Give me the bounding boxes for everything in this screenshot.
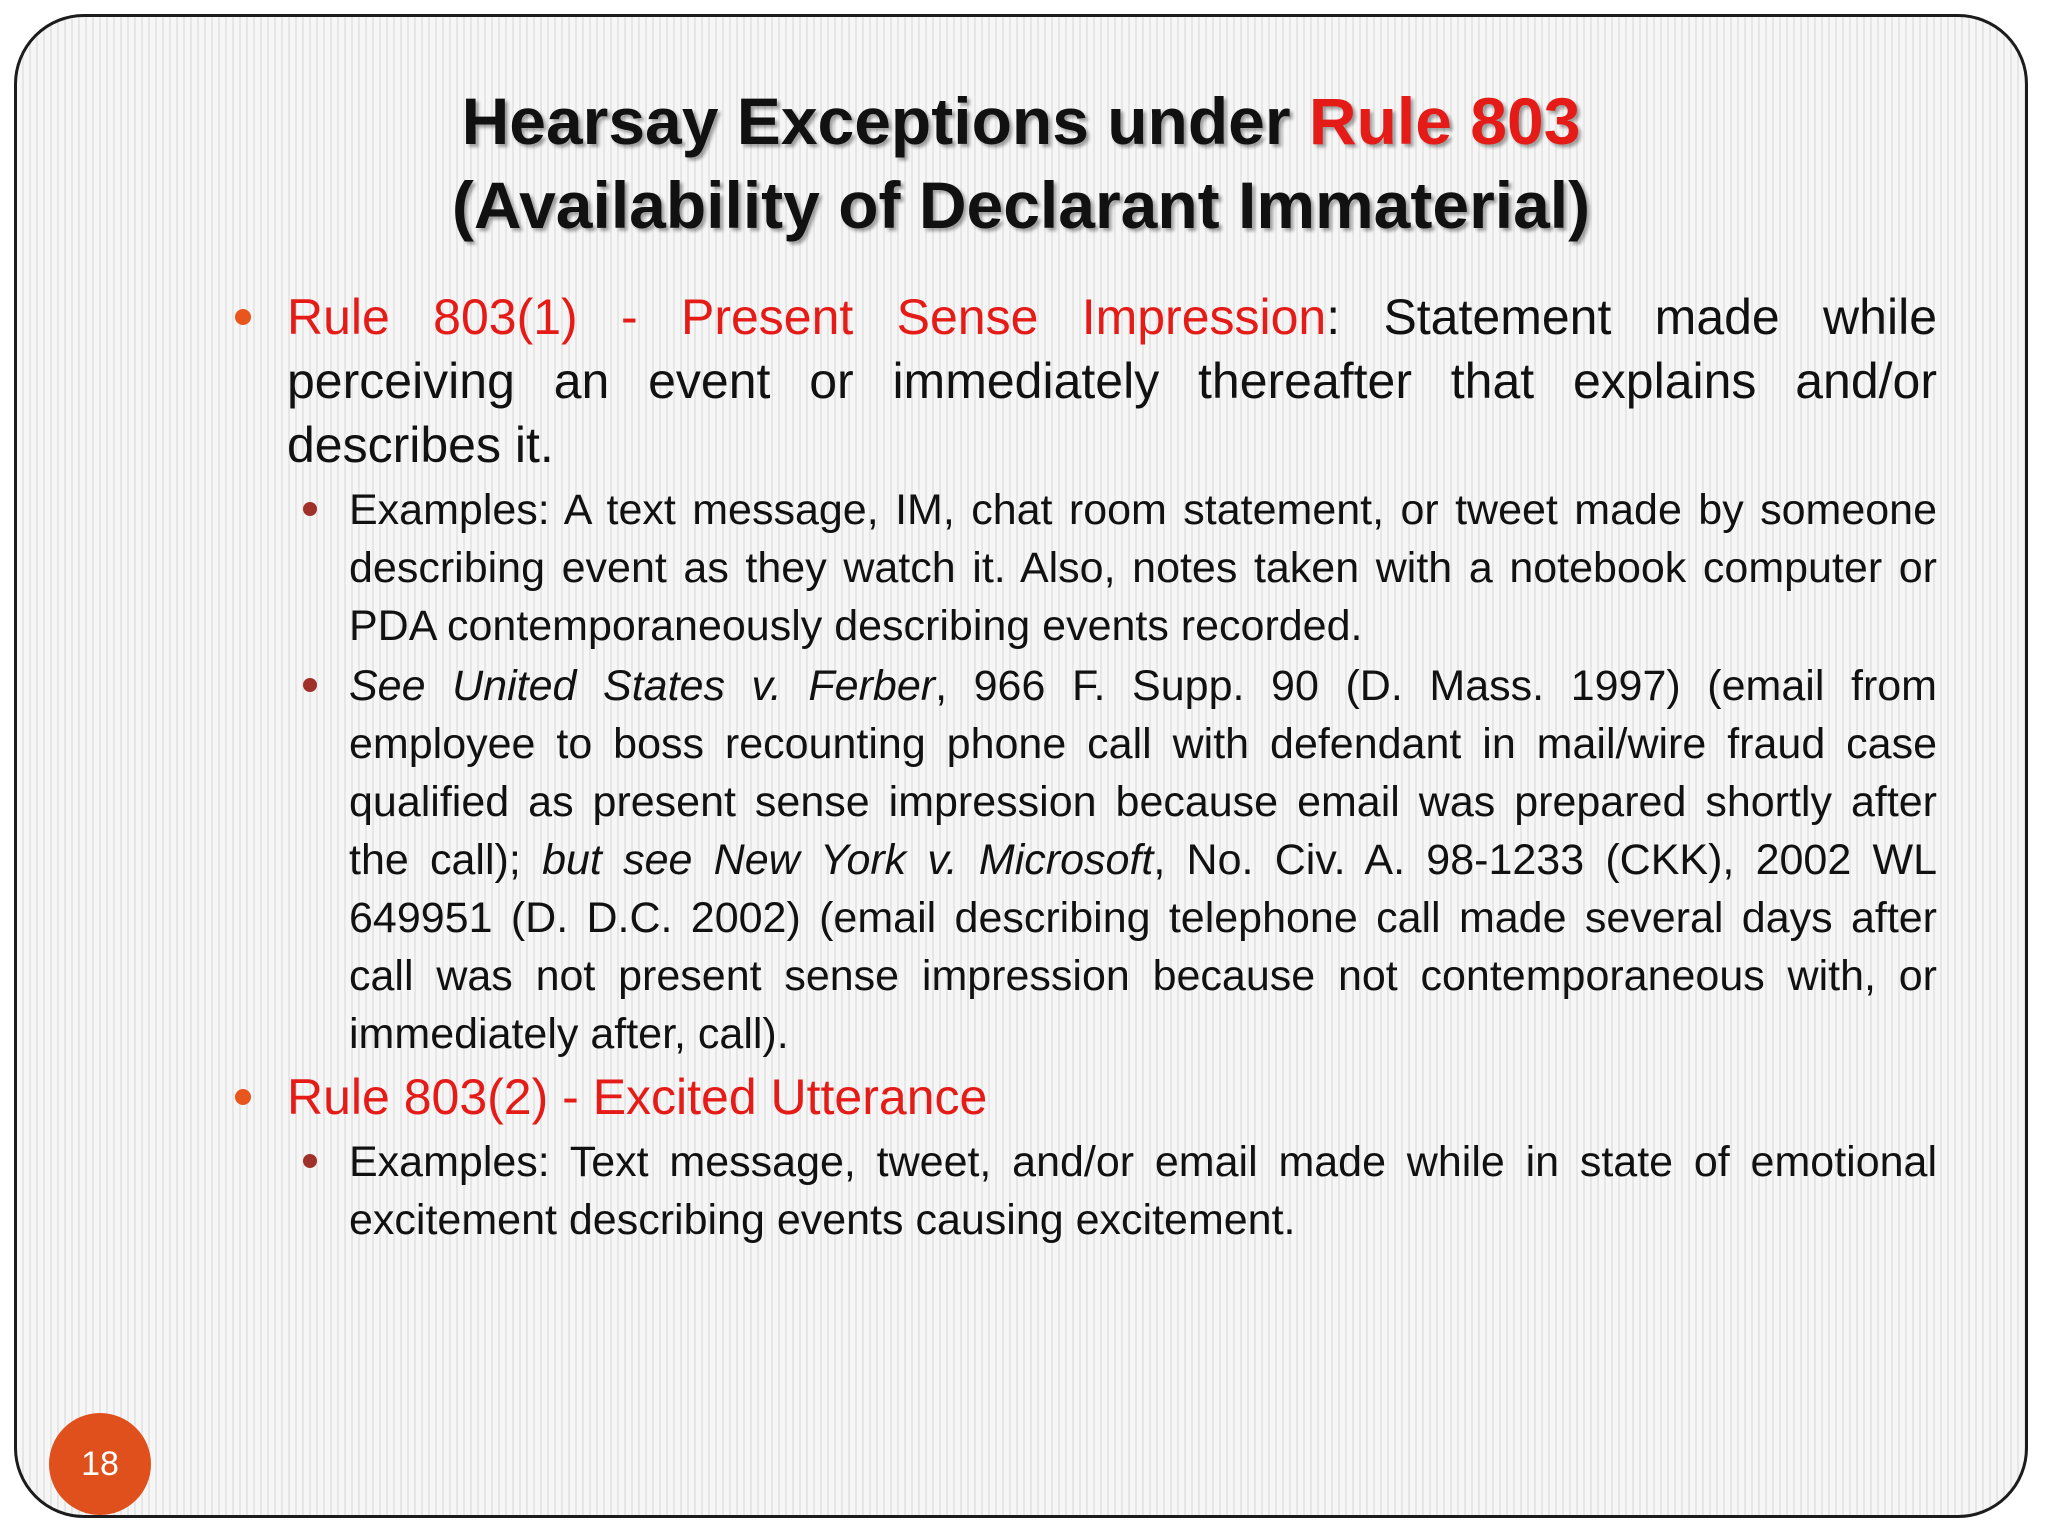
page-number-badge: 18	[49, 1413, 151, 1515]
bullet-excited-utterance	[287, 1065, 1937, 1129]
sub-bullet-dot	[303, 502, 317, 516]
sub-bullet-examples-1	[349, 481, 1937, 655]
case-text-1: , 966 F. Supp. 90 (D. Mass. 1997) (email from employee to boss recounting phone call with defendant in mail/wire fraud case qualified as present sense impression because email was prepared shortly after the call);	[349, 662, 1937, 884]
sub-bullet-text: Examples: Text message, tweet, and/or email made while in state of emotional excitement describing events causing excitement.	[349, 1138, 1937, 1244]
bullet-dot	[235, 1089, 251, 1105]
title-line-1	[17, 79, 2025, 163]
sub-bullet-dot	[303, 1154, 317, 1168]
sub-bullet-dot	[303, 678, 317, 692]
case-citation-ferber: See United States v. Ferber	[349, 662, 936, 710]
title-line-2: (Availability of Declarant Immaterial)	[451, 168, 1591, 242]
bullet-heading: Rule 803(1) - Present Sense Impression	[287, 289, 1327, 345]
slide	[14, 14, 2028, 1518]
sub-bullet-examples-2	[349, 1133, 1937, 1249]
bullet-dot	[235, 309, 251, 325]
case-text-2: , No. Civ. A. 98-1233 (CKK), 2002 WL 649951 (D. D.C. 2002) (email describing telephone call made several days after call was not present sense impression because not contemporaneous with, or immediately after, call).	[349, 836, 1937, 1058]
sub-bullet-cases	[349, 657, 1937, 1063]
title-accent: Rule 803	[1308, 84, 1581, 158]
bullet-present-sense	[287, 285, 1937, 477]
slide-content	[287, 285, 1937, 1251]
title-prefix: Hearsay Exceptions under	[461, 84, 1309, 158]
bullet-text: Statement made while perceiving an event or immediately thereafter that explains and/or describes it.	[287, 289, 1937, 473]
sub-bullet-text: Examples: A text message, IM, chat room statement, or tweet made by someone describing event as they watch it. Also, notes taken with a notebook computer or PDA contemporaneously describing events recorded.	[349, 486, 1937, 650]
bullet-heading: Rule 803(2) - Excited Utterance	[287, 1069, 988, 1125]
slide-title	[17, 79, 2025, 247]
case-citation-microsoft: but see New York v. Microsoft	[542, 836, 1154, 884]
bullet-separator: :	[1326, 289, 1341, 345]
